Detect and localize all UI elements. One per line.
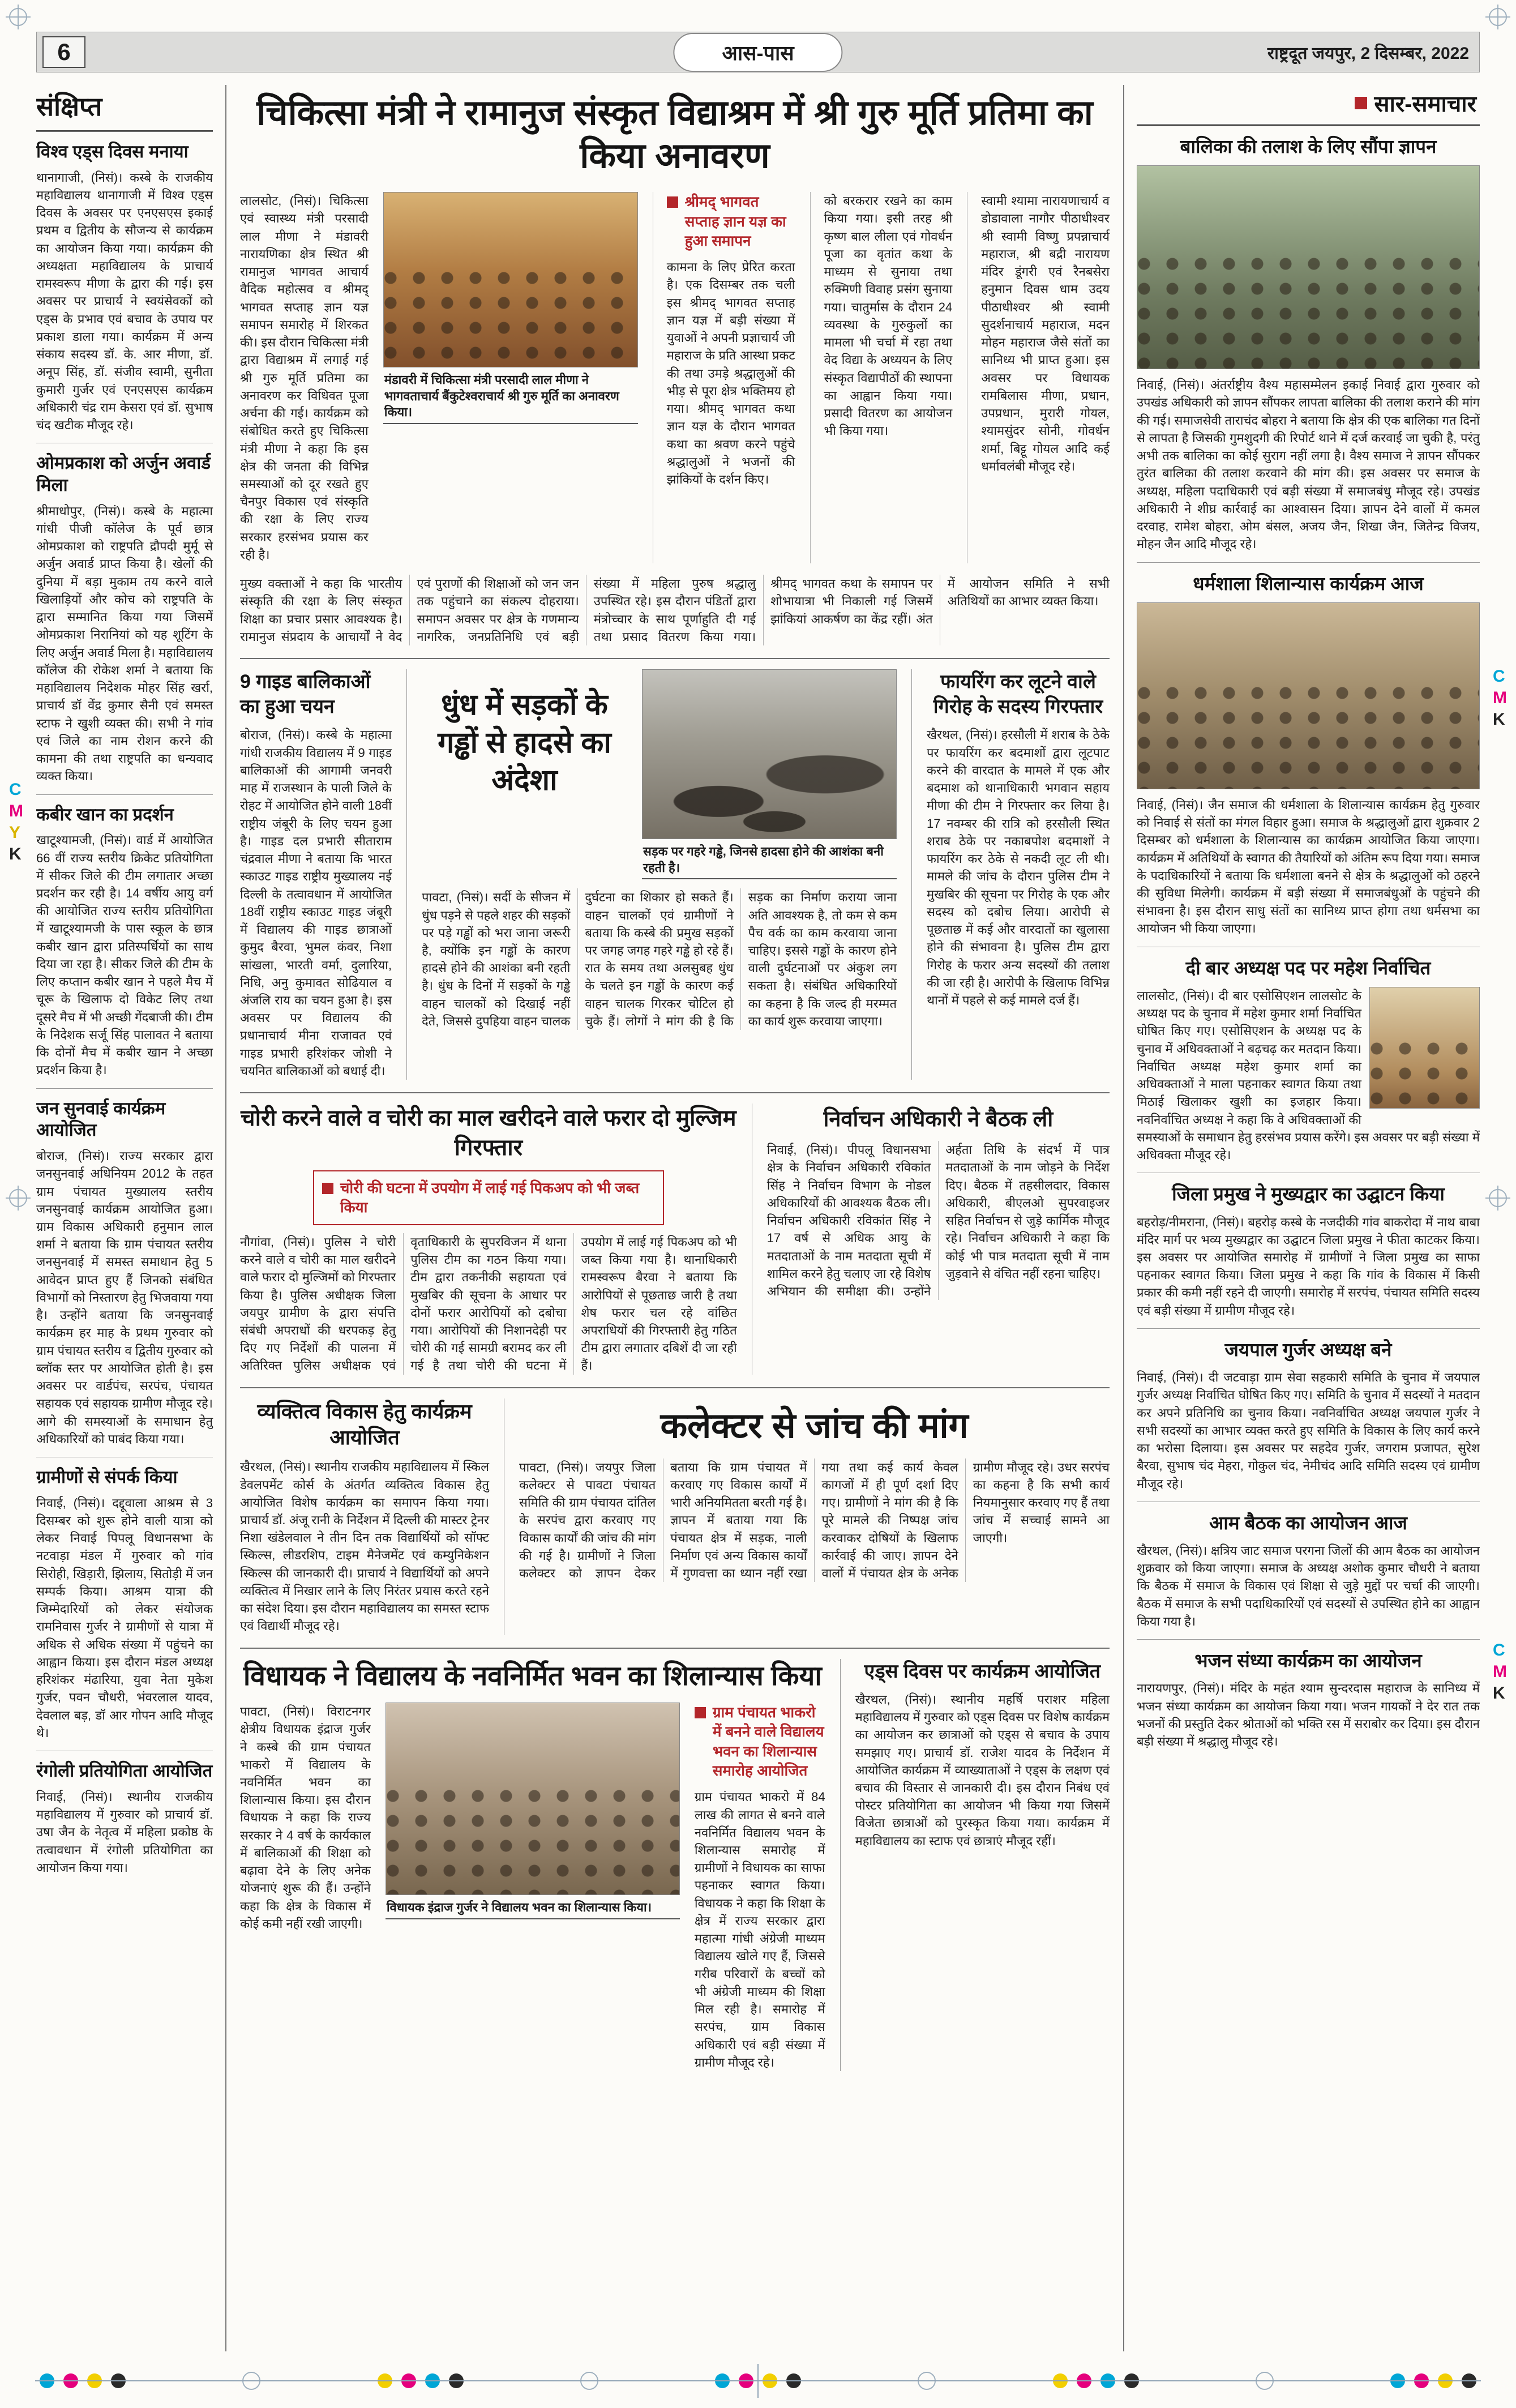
pothole-road-photo	[642, 669, 897, 839]
article-body: नौगांवा, (निसं)। पुलिस ने चोरी करने वाले व चोरी का माल खरीदने वाले फरार दो मुल्जिमों को गिरफ्तार किया है। पुलिस अधीक्षक जिला जयपुर ग्रामीण के द्वारा संपत्ति संबंधी अपराधों की धरपकड़ हेतु दिए गए निर्देशों की पालना में अतिरिक्त पुलिस अधीक्षक एवं वृताधिकारी के सुपरविजन में थाना पुलिस टीम का गठन किया गया। टीम द्वारा तकनीकी सहायता एवं मुखबिर की सूचना के आधार पर दोनों फरार आरोपियों को दबोचा गया। आरोपियों की निशानदेही पर चोरी की गई सामग्री बरामद कर ली गई है तथा चोरी की घटना में उपयोग में लाई गई पिकअप को भी जब्त किया गया है। थानाधिकारी रामस्वरूप बैरवा ने बताया कि आरोपियों से पूछताछ जारी है तथा शेष फरार चल रहे वांछित अपराधियों की गिरफ्तारी हेतु गठित टीम द्वारा लगातार दबिशें दी जा रही हैं।	[240, 1234, 737, 1373]
brief-headline: विश्व एड्स दिवस मनाया	[36, 142, 189, 161]
page-content	[36, 85, 1480, 2351]
summary-body: निवाई, (निसं)। जैन समाज की धर्मशाला के शिलान्यास कार्यक्रम हेतु गुरुवार को निवाई से संतों का मंगल विहार हुआ। समाज के श्रद्धालुओं द्वारा शुक्रवार 2 दिसम्बर को धर्मशाला के शिलान्यास का कार्यक्रम आयोजित किया जाएगा। कार्यक्रम में अतिथियों के स्वागत की तैयारियों को अंतिम रूप दिया गया। समाज के पदाधिकारियों ने बताया कि धर्मशाला बनने से क्षेत्र के श्रद्धालुओं को ठहरने की सुविधा मिलेगी। कार्यक्रम में बड़ी संख्या में समाजबंधुओं के पहुंचने की संभावना है। इस दौरान साधु संतों का सानिध्य प्राप्त होगा तथा धर्मसभा का आयोजन भी किया जाएगा।	[1137, 797, 1480, 936]
summary-item	[1137, 562, 1480, 947]
articles-row-5	[240, 1648, 1110, 2071]
red-square-bullet-icon	[667, 196, 678, 208]
article-body: खैरथल, (निसं)। स्थानीय राजकीय महाविद्यालय में स्किल डेवलपमेंट कोर्स के अंतर्गत व्यक्तित्व विकास हेतु आयोजित विशेष कार्यक्रम का समापन किया गया। प्राचार्य डॉ. अंजू रानी के निर्देशन में दिल्ली की मास्टर ट्रेनर निशा खंडेलवाल ने तीन दिन तक विद्यार्थियों को सॉफ्ट स्किल्स, लीडरशिप, टाइम मैनेजमेंट एवं कम्युनिकेशन स्किल्स की जानकारी दी। प्राचार्य ने विद्यार्थियों को अपने व्यक्तित्व में निखार लाने के लिए निरंतर प्रयास करते रहने का संदेश दिया। इस दौरान महाविद्यालय का समस्त स्टाफ एवं विद्यार्थी मौजूद रहे।	[240, 1460, 489, 1633]
brief-body: बोराज, (निसं)। राज्य सरकार द्वारा जनसुनवाई अधिनियम 2012 के तहत ग्राम पंचायत मुख्यालय स्तरीय जनसुनवाई कार्यक्रम आयोजित हुआ। ग्राम विकास अधिकारी हनुमान लाल शर्मा ने बताया कि ग्राम पंचायत स्तरीय जनसुनवाई में समस्त समाधान हेतु 5 आवेदन प्राप्त हुए हैं जिनको संबंधित विभागों को निस्तारण हेतु भिजवाया गया है। उन्होंने बताया कि जनसुनवाई कार्यक्रम हर माह के प्रथम गुरुवार को ग्राम पंचायत स्तरीय व द्वितीय गुरुवार को ब्लॉक स्तर पर आयोजित होती है। इस अवसर पर वार्डपंच, सरपंच, पंचायत सहायक एवं सहायक ग्रामीण मौजूद रहे। आगे की समस्याओं के समाधान हेतु अधिकारियों को पाबंद किया गया।	[36, 1149, 213, 1446]
memorandum-photo-figure	[1137, 165, 1480, 369]
summary-body: नारायणपुर, (निसं)। मंदिर के महंत श्याम सुन्दरदास महाराज के सानिध्य में भजन संध्या कार्यक्रम का आयोजन किया गया। भजन गायकों ने देर रात तक भजनों की प्रस्तुति देकर श्रोताओं को भक्ति रस में सराबोर कर दिया। इस दौरान बड़ी संख्या में श्रद्धालु मौजूद रहे।	[1137, 1681, 1480, 1749]
article-guide-girls	[240, 669, 392, 1080]
cmyk-letter-k: K	[1493, 710, 1505, 729]
article-body: खैरथल, (निसं)। स्थानीय महर्षि पराशर महिला महाविद्यालय में गुरुवार को एड्स दिवस पर विशेष कार्यक्रम का आयोजन कर छात्राओं को एड्स से बचाव के उपाय समझाए गए। प्राचार्य डॉ. राजेश यादव के निर्देशन में आयोजित कार्यक्रम में व्याख्याताओं ने एड्स के लक्षण एवं बचाव की विस्तार से जानकारी दी। इस दौरान निबंध एवं पोस्टर प्रतियोगिता का आयोजन भी किया गया जिसमें विजेता छात्राओं को पुरस्कृत किया गया। कार्यक्रम में महाविद्यालय का स्टाफ एवं छात्राएं मौजूद रहीं।	[855, 1692, 1110, 1848]
cmyk-letter-c: C	[1493, 667, 1505, 686]
lead-photo-figure	[383, 192, 638, 563]
road-photo-caption: सड़क पर गहरे गड्ढे, जिनसे हादसा होने की आशंका बनी रहती है।	[642, 839, 897, 879]
gathering-photo	[1137, 602, 1480, 789]
article-firing-gang	[911, 669, 1110, 1080]
section-title: आस-पास	[673, 33, 842, 72]
edition-date: राष्ट्रदूत जयपुर, 2 दिसम्बर, 2022	[1267, 44, 1469, 63]
article-body: खैरथल, (निसं)। हरसौली में शराब के ठेके पर फायरिंग कर बदमाशों द्वारा लूटपाट करने की वारदात के मामले में एक और बदमाश को थानाधिकारी भगवान सहाय मीणा की टीम ने गिरफ्तार कर लिया है। 17 नवम्बर की रात्रि को हरसौली स्थित शराब ठेके पर नकाबपोश बदमाशों ने फायरिंग कर ठेके से नकदी लूट ली थी। मामले की जांच के दौरान पुलिस टीम ने मुखबिर की सूचना पर गिरोह के एक और सदस्य को दबोच लिया। आरोपी से पूछताछ में कई और वारदातों का खुलासा होने की संभावना है। पुलिस टीम द्वारा गिरोह के फरार अन्य सदस्यों की तलाश की जा रही है। आरोपी के खिलाफ विभिन्न थानों में पहले से कई मामले दर्ज हैं।	[927, 728, 1110, 1007]
lead-body-col2: श्रीमद् भागवत सप्ताह ज्ञान यज्ञ का हुआ समापन कामना के लिए प्रेरित करता है। एक दिसम्बर तक चली इस श्रीमद् भागवत सप्ताह ज्ञान यज्ञ में बड़ी संख्या में युवाओं ने अपनी प्रज्ञाचार्य जी महाराज के प्रति आस्था प्रकट की तथा उमड़े श्रद्धालुओं की भीड़ से पूरा क्षेत्र भक्तिमय हो गया। श्रीमद् भागवत कथा ज्ञान यज्ञ के दौरान भागवत कथा का श्रवण करने पहुंचे श्रद्धालुओं ने भजनों की झांकियों के दर्शन किए।	[653, 192, 795, 563]
summary-item	[1137, 126, 1480, 562]
article-headline: एड्स दिवस पर कार्यक्रम आयोजित	[864, 1660, 1101, 1682]
brief-headline: ग्रामीणों से संपर्क किया	[36, 1467, 178, 1487]
elected-president-portrait-photo	[1369, 987, 1480, 1109]
briefs-title: संक्षिप्त	[36, 85, 213, 132]
summary-title: सार-समाचार	[1137, 85, 1480, 126]
brief-item	[36, 1088, 213, 1457]
article-personality-development	[240, 1398, 489, 1635]
page-number: 6	[42, 36, 85, 68]
summary-headline: जयपाल गुर्जर अध्यक्ष बने	[1224, 1338, 1392, 1360]
brief-body: निवाई, (निसं)। स्थानीय राजकीय महाविद्यालय में गुरुवार को प्राचार्य डॉ. उषा जैन के नेतृत्व में महिला प्रकोष्ठ के तत्वावधान में रंगोली प्रतियोगिता का आयोजन किया गया।	[36, 1789, 213, 1875]
red-square-bullet-icon	[322, 1183, 333, 1194]
article-aids-day	[840, 1659, 1110, 2071]
brief-body: श्रीमाधोपुर, (निसं)। कस्बे के महात्मा गांधी पीजी कॉलेज के पूर्व छात्र ओमप्रकाश को राष्ट्रपति द्रौपदी मुर्मू से अर्जुन अवार्ड प्राप्त किया है। खेलों की दुनिया में बड़ा मुकाम तय करने वाले खिलाड़ियों और कोच को राष्ट्रपति के द्वारा सम्मानित किया गया जिसमें ओमप्रकाश निरानियां को यह शूटिंग के लिए अर्जुन अवार्ड मिला है। महाविद्यालय कॉलेज की रोकेश शर्मा ने बताया कि महाविद्यालय निदेशक मोहर सिंह खर्रा, प्राचार्य डॉ वेंद्र कुमार सैनी एवं समस्त स्टाफ ने खुशी व्यक्त की। सभी ने गांव एवं जिले का नाम रोशन करने की कामना की तथा राष्ट्रपति का धन्यवाद व्यक्त किया।	[36, 503, 213, 784]
red-square-bullet-icon	[1355, 97, 1367, 109]
brief-item	[36, 132, 213, 443]
lead-body-col3: को बरकरार रखने का काम किया गया। इसी तरह श्री कृष्ण बाल लीला एवं गोवर्धन पूजा का वृतांत कथा के माध्यम से सुनाया तथा रुक्मिणी विवाह प्रसंग सुनाया गया। चातुर्मास के दौरान 24 व्यवस्था के गुरुकुलों का मामला भी चर्चा में रहा तथा वेद विद्या के अध्ययन के लिए संस्कृत विद्यापीठों की स्थापना का आह्वान किया गया। प्रसादी वितरण का आयोजन भी किया गया।	[810, 192, 953, 563]
summary-item	[1137, 1639, 1480, 1759]
cmyk-letter-m: M	[1493, 688, 1507, 707]
summary-column	[1123, 85, 1480, 2351]
summary-item	[1137, 1173, 1480, 1328]
cmyk-letters-right	[1493, 668, 1507, 728]
lead-body-col1: लालसोट, (निसं)। चिकित्सा एवं स्वास्थ्य मंत्री परसादी लाल मीणा ने मंडावरी नारायणिका क्षेत्र स्थित श्री रामानुज भागवत आचार्य वैदिक महोत्सव व श्रीमद् भागवत सप्ताह ज्ञान यज्ञ समापन समारोह में शिरकत की। इस दौरान चिकित्सा मंत्री द्वारा विद्याश्रम में लगाई गई श्री गुरु मूर्ति प्रतिमा का अनावरण कर विधिवत पूजा अर्चना की गई। कार्यक्रम को संबोधित करते हुए चिकित्सा मंत्री मीणा ने कहा कि इस क्षेत्र की जनता की विभिन्न समस्याओं को दूर रखते हुए चैनपुर विकास एवं संस्कृति की रक्षा के लिए राज्य सरकार हरसंभव प्रयास कर रही है।	[240, 194, 369, 562]
unveiling-ceremony-photo	[383, 192, 638, 367]
brief-item	[36, 443, 213, 794]
registration-cross	[9, 1189, 27, 1207]
summary-headline: दी बार अध्यक्ष पद पर महेश निर्वाचित	[1185, 957, 1431, 978]
article-body: पावटा, (निसं)। विराटनगर क्षेत्रीय विधायक इंद्राज गुर्जर ने कस्बे की ग्राम पंचायत भाकरो में विद्यालय के नवनिर्मित भवन का शिलान्यास किया। इस दौरान विधायक ने कहा कि राज्य सरकार ने 4 वर्ष के कार्यकाल में बालिकाओं की शिक्षा को बढ़ावा देने के लिए अनेक योजनाएं शुरू की हैं। उन्होंने कहा कि क्षेत्र के विकास में कोई कमी नहीं रखी जाएगी।	[240, 1704, 371, 1931]
registration-cross	[1256, 2372, 1274, 2390]
article-collector-inquiry	[504, 1398, 1110, 1635]
articles-row-4	[240, 1387, 1110, 1635]
lead-article	[240, 92, 1110, 645]
article-headline: चोरी करने वाले व चोरी का माल खरीदने वाले फरार दो मुल्जिम गिरफ्तार	[241, 1106, 736, 1161]
articles-row-2	[240, 658, 1110, 1080]
cmyk-letters-right-lower	[1493, 1642, 1507, 1702]
article-headline: कलेक्टर से जांच की मांग	[660, 1406, 969, 1445]
cmyk-letter-m: M	[1493, 1662, 1507, 1681]
foundation-stone-photo	[386, 1703, 680, 1895]
lead-headline: चिकित्सा मंत्री ने रामानुज संस्कृत विद्याश्रम में श्री गुरु मूर्ति प्रतिमा का किया अनावरण	[256, 93, 1093, 176]
articles-row-3	[240, 1092, 1110, 1375]
summary-item	[1137, 1502, 1480, 1639]
brief-item	[36, 1751, 213, 1885]
article-body: पावटा, (निसं)। सर्दी के सीजन में धुंध पड़ने से पहले शहर की सड़कों पर पड़े गड्ढों को भरा जाना जरूरी है, क्योंकि इन गड्ढों के कारण हादसे होने की आशंका बनी रहती है। धुंध के दिनों में सड़कों के गड्ढे वाहन चालकों को दिखाई नहीं देते, जिससे दुपहिया वाहन चालक दुर्घटना का शिकार हो सकते हैं। वाहन चालकों एवं ग्रामीणों ने बताया कि कस्बे की प्रमुख सड़कों पर जगह जगह गहरे गड्ढे हो रहे हैं। रात के समय तथा अलसुबह धुंध के चलते इन गड्ढों के कारण कई वाहन चालक गिरकर चोटिल हो चुके हैं। लोगों ने मांग की है कि सड़क का निर्माण कराया जाना अति आवश्यक है, तो कम से कम पैच वर्क का काम करवाया जाना चाहिए। इससे गड्ढों के कारण होने वाली दुर्घटनाओं पर अंकुश लग सकता है। संबंधित अधिकारियों का कहना है कि जल्द ही मरम्मत का कार्य शुरू करवाया जाएगा।	[422, 890, 897, 1028]
foundation-photo-figure	[386, 1703, 680, 2071]
lead-body-bottom: मुख्य वक्ताओं ने कहा कि भारतीय संस्कृति की रक्षा के लिए संस्कृत शिक्षा का प्रचार प्रसार आवश्यक है। रामानुज संप्रदाय के आचार्यों ने वेद एवं पुराणों की शिक्षाओं को जन जन तक पहुंचाने का संकल्प दोहराया। समापन अवसर पर क्षेत्र के गणमान्य नागरिक, जनप्रतिनिधि एवं बड़ी संख्या में महिला पुरुष श्रद्धालु उपस्थित रहे। इस दौरान पंडितों द्वारा मंत्रोच्चार के साथ पूर्णाहुति दी गई तथा प्रसाद वितरण किया गया। श्रीमद् भागवत कथा के समापन पर शोभायात्रा भी निकाली गई जिसमें झांकियां आकर्षण का केंद्र रहीं। अंत में आयोजन समिति ने सभी अतिथियों का आभार व्यक्त किया।	[240, 576, 1110, 644]
summary-body: निवाई, (निसं)। अंतर्राष्ट्रीय वैश्य महासम्मेलन इकाई निवाई द्वारा गुरुवार को उपखंड अधिकारी को ज्ञापन सौंपकर लापता बालिका की तलाश कराने की मांग की गई। समाजसेवी ताराचंद बोहरा ने बताया कि क्षेत्र की एक बालिका गत दिनों से लापता है जिसकी गुमशुदगी की रिपोर्ट थाने में दर्ज करवाई जा चुकी है, परंतु अभी तक बालिका का कोई सुराग नहीं लगा है। वैश्य समाज ने ज्ञापन सौंपकर तुरंत बालिका की तलाश करवाने की मांग की। इस अवसर पर समाज के अध्यक्ष, महिला पदाधिकारी एवं बड़ी संख्या में समाजबंधु मौजूद रहे। उपखंड अधिकारी ने शीघ्र कार्रवाई का आश्वासन दिया। ज्ञापन देने वालों में कमल दरवाह, रामेश बोहरा, ओम बंसल, अजय जैन, शिखा जैन, जितेन्द्र विजय, मोहन जैन आदि मौजूद रहे।	[1137, 378, 1480, 551]
cmyk-letter-y: Y	[9, 823, 21, 842]
brief-item	[36, 794, 213, 1088]
dharamshala-photo-figure	[1137, 602, 1480, 789]
article-headline: फायरिंग कर लूटने वाले गिरोह के सदस्य गिरफ्तार	[933, 671, 1103, 718]
print-registration-strip	[40, 2368, 1476, 2393]
road-photo-figure	[642, 669, 897, 879]
lead-photo-caption: मंडावरी में चिकित्सा मंत्री परसादी लाल मीणा ने भागवताचार्य बैंकुटेश्वराचार्य श्री गुरु मूर्ति का अनावरण किया।	[383, 367, 638, 424]
summary-body: लालसोट, (निसं)। दी बार एसोसिएशन लालसोट के अध्यक्ष पद के चुनाव में महेश कुमार शर्मा निर्वाचित घोषित किए गए। एसोसिएशन के अध्यक्ष पद के चुनाव में अधिवक्ताओं ने बढ़चढ़ कर मतदान किया। निर्वाचित अध्यक्ष महेश कुमार शर्मा का अधिवक्ताओं ने माला पहनाकर स्वागत किया तथा मिठाई खिलाकर खुशी का इजहार किया। नवनिर्वाचित अध्यक्ष ने कहा कि वे अधिवक्ताओं की समस्याओं के समाधान हेतु हरसंभव प्रयास करेंगे। इस अवसर पर बड़ी संख्या में अधिवक्ता मौजूद रहे।	[1137, 988, 1480, 1162]
brief-headline: ओमप्रकाश को अर्जुन अवार्ड मिला	[36, 453, 211, 495]
summary-headline: बालिका की तलाश के लिए सौंपा ज्ञापन	[1180, 136, 1437, 157]
cmyk-letter-m: M	[9, 802, 23, 820]
summary-body: निवाई, (निसं)। दी जटवाड़ा ग्राम सेवा सहकारी समिति के चुनाव में जयपाल गुर्जर अध्यक्ष निर्वाचित घोषित किए गए। समिति के चुनाव में सदस्यों ने मतदान कर अपने प्रतिनिधि का चुनाव किया। नवनिर्वाचित अध्यक्ष जयपाल गुर्जर ने सभी सदस्यों का आभार व्यक्त करते हुए समिति के विकास के लिए कार्य करने का भरोसा दिलाया। इस अवसर पर सहदेव गुर्जर, जगराम प्रजापत, सुरेश बैरवा, सुभाष चंद मेहरा, गोकुल चंद, नेमीचंद आदि समिति सदस्य एवं ग्रामीण मौजूद रहे।	[1137, 1370, 1480, 1491]
registration-cross	[9, 8, 27, 26]
article-subheadline: चोरी की घटना में उपयोग में लाई गई पिकअप को भी जब्त किया	[313, 1170, 664, 1225]
summary-headline: जिला प्रमुख ने मुख्यद्वार का उद्घाटन किया	[1172, 1183, 1445, 1205]
summary-headline: धर्मशाला शिलान्यास कार्यक्रम आज	[1193, 572, 1424, 594]
cmyk-letter-c: C	[1493, 1641, 1505, 1659]
main-articles-area	[226, 85, 1123, 2351]
foundation-photo-caption: विधायक इंद्राज गुर्जर ने विद्यालय भवन का शिलान्यास किया।	[386, 1895, 680, 1919]
group-memorandum-photo	[1137, 165, 1480, 369]
article-body-2: ग्राम पंचायत भाकरो में बनने वाले विद्यालय भवन का शिलान्यास समारोह आयोजित ग्राम पंचायत भाकरो में 84 लाख की लागत से बनने वाले नवनिर्मित विद्यालय भवन के शिलान्यास समारोह में ग्रामीणों ने विधायक का साफा पहनाकर स्वागत किया। विधायक ने कहा कि शिक्षा के क्षेत्र में राज्य सरकार द्वारा महात्मा गांधी अंग्रेजी माध्यम विद्यालय खोले गए हैं, जिससे गरीब परिवारों के बच्चों को भी अंग्रेजी माध्यम की शिक्षा मिल रही है। समारोह में सरपंच, ग्राम विकास अधिकारी एवं बड़ी संख्या में ग्रामीण मौजूद रहे।	[694, 1704, 825, 2069]
summary-headline: भजन संध्या कार्यक्रम का आयोजन	[1194, 1650, 1422, 1671]
article-mla-foundation	[240, 1659, 825, 2071]
summary-item	[1137, 1328, 1480, 1502]
article-headline: निर्वाचन अधिकारी ने बैठक ली	[823, 1107, 1054, 1132]
registration-cross	[1489, 1189, 1507, 1207]
summary-body: खैरथल, (निसं)। क्षत्रिय जाट समाज परगना जिलों की आम बैठक का आयोजन शुक्रवार को किया जाएगा। समाज के अध्यक्ष अशोक कुमार चौधरी ने बताया कि बैठक में समाज के विकास एवं शिक्षा से जुड़े मुद्दों पर चर्चा की जाएगी। बैठक में समाज के सभी पदाधिकारियों एवं सदस्यों से उपस्थित होने का आह्वान किया गया है।	[1137, 1543, 1480, 1628]
article-headline: 9 गाइड बालिकाओं का हुआ चयन	[240, 671, 371, 718]
article-headline: धुंध में सड़कों के गड्ढों से हादसे का अंदेशा	[438, 688, 611, 797]
lead-body-col4: स्वामी श्यामा नारायणाचार्य व डोडावाला नागौर पीठाधीश्वर श्री स्वामी विष्णु प्रपन्नाचार्य महाराज, श्री बद्री नारायण मंदिर डूंगरी एवं रैनबसेरा हनुमान दिवस धाम उदय पीठाधीश्वर श्री स्वामी सुदर्शनाचार्य महाराज, मदन मोहन महाराज जैसे संतों का सानिध्य भी प्राप्त हुआ। इस अवसर पर विधायक रामबिलास मीणा, प्रधान, उपप्रधान, मुरारी गोयल, श्यामसुंदर सोनी, गोवर्धन शर्मा, बिट्टू गोयल आदि कई धर्मावलंबी मौजूद रहे।	[967, 192, 1110, 563]
summary-headline: आम बैठक का आयोजन आज	[1209, 1512, 1407, 1533]
brief-headline: रंगोली प्रतियोगिता आयोजित	[36, 1761, 213, 1781]
article-theft-arrest	[240, 1104, 737, 1375]
article-subheadline: ग्राम पंचायत भाकरो में बनने वाले विद्यालय भवन का शिलान्यास समारोह आयोजित	[695, 1703, 825, 1780]
brief-headline: जन सुनवाई कार्यक्रम आयोजित	[36, 1098, 166, 1140]
cmyk-letters-left	[9, 781, 23, 863]
brief-item	[36, 1457, 213, 1751]
brief-headline: कबीर खान का प्रदर्शन	[36, 804, 174, 824]
brief-body: निवाई, (निसं)। दद्दूवाला आश्रम से 3 दिसम्बर को शुरू होने वाली यात्रा को लेकर निवाई पिपलू विधानसभा के नटवाड़ा मंडल में गुरुवार को गांव सिरोही, खिड़ारी, झिलाय, सितोड़ी में जन सम्पर्क किया। आश्रम यात्रा की जिम्मेदारियों को लेकर संयोजक रामनिवास गुर्जर ने ग्रामीणों से यात्रा में अधिक से अधिक संख्या में पहुंचने का आह्वान किया। इस दौरान मंडल अध्यक्ष हरिशंकर मंढारिया, युवा नेता मुकेश गुर्जर, पवन चौधरी, भंवरलाल यादव, देवलाल बड़, डॉ आर गोपन आदि मौजूद थे।	[36, 1495, 213, 1740]
article-headline: व्यक्तित्व विकास हेतु कार्यक्रम आयोजित	[257, 1399, 472, 1449]
masthead-bar	[36, 32, 1480, 72]
lead-subheadline: श्रीमद् भागवत सप्ताह ज्ञान यज्ञ का हुआ समापन	[667, 192, 795, 250]
article-body: बोराज, (निसं)। कस्बे के महात्मा गांधी राजकीय विद्यालय में 9 गाइड बालिकाओं की आगामी जनवरी माह में राजस्थान के पाली जिले के रोहट में आयोजित होने वाली 18वीं राष्ट्रीय जंबूरी के लिए चयन हुआ है। गाइड दल प्रभारी सीताराम चंद्रवाल मीणा ने बताया कि भारत स्काउट गाइड राष्ट्रीय मुख्यालय नई दिल्ली के तत्वावधान में आयोजित 18वीं राष्ट्रीय स्काउट गाइड जंबूरी में विद्यालय की गाइड छात्राओं कुमुद बैरवा, भुमल कंवर, निशा सांखला, भारती वर्मा, दुलारिया, निधि, अनु कुमावत सोढियाल व अंजलि राय का चयन हुआ है। इस अवसर पर विद्यालय की प्रधानाचार्य मीना राजावत एवं गाइड प्रभारी हरिशंकर जोशी ने चयनित बालिकाओं को बधाई दी।	[240, 728, 392, 1078]
brief-body: थानागाजी, (निसं)। कस्बे के राजकीय महाविद्यालय थानागाजी में विश्व एड्स दिवस के अवसर पर एनएसएस इकाई प्रथम व द्वितीय के सौजन्य से कार्यक्रम का आयोजन किया गया। कार्यक्रम की अध्यक्षता महाविद्यालय के प्राचार्य रामस्वरूप मीणा के द्वारा की गई। इस अवसर पर प्राचार्य ने स्वयंसेवकों को एड्स के प्रभाव एवं बचाव के उपाय पर प्रकाश डाला गया। कार्यक्रम में अन्य संकाय सदस्य डॉ. के. आर मीणा, डॉ. अनूप सिंह, डॉ. संजीव स्वामी, सुनीता कुमारी गुर्जर एवं एनएसएस कार्यक्रम अधिकारी चंद्र राम केसरा एवं डॉ. सुभाष चंद खटीक मौजूद रहे।	[36, 170, 213, 433]
article-fog-potholes	[406, 669, 897, 1080]
article-body: निवाई, (निसं)। पीपलू विधानसभा क्षेत्र के निर्वाचन अधिकारी रविकांत सिंह ने निर्वाचन विभाग के नोडल अधिकारियों की आवश्यक बैठक ली। निर्वाचन अधिकारी रविकांत सिंह ने 17 वर्ष से अधिक आयु के मतदाताओं के नाम मतदाता सूची में शामिल करने हेतु चलाए जा रहे विशेष अभियान की समीक्षा की। उन्होंने अर्हता तिथि के संदर्भ में पात्र मतदाताओं के नाम जोड़ने के निर्देश दिए। बैठक में तहसीलदार, विकास अधिकारी, बीएलओ सुपरवाइजर सहित निर्वाचन से जुड़े कार्मिक मौजूद रहे। निर्वाचन अधिकारी ने कहा कि कोई भी पात्र मतदाता सूची में नाम जुड़वाने से वंचित नहीं रहना चाहिए।	[766, 1143, 1110, 1299]
briefs-column	[36, 85, 226, 2351]
registration-cross	[1489, 8, 1507, 26]
cmyk-letter-c: C	[9, 780, 22, 799]
red-square-bullet-icon	[695, 1707, 706, 1718]
summary-body: बहरोड़/नीमराना, (निसं)। बहरोड़ कस्बे के नजदीकी गांव बाकरोदा में नाथ बाबा मंदिर मार्ग पर भव्य मुख्यद्वार का उद्घाटन जिला प्रमुख ने फीता काटकर किया। इस अवसर पर आयोजित समारोह में ग्रामीणों ने जिला प्रमुख का साफा पहनाकर स्वागत किया। जिला प्रमुख ने कहा कि गांव के विकास में किसी प्रकार की कमी नहीं रहने दी जाएगी। समारोह में सरपंच, पंचायत समिति सदस्य एवं बड़ी संख्या में ग्रामीण मौजूद रहे।	[1137, 1214, 1480, 1318]
article-body: पावटा, (निसं)। जयपुर जिला कलेक्टर से पावटा पंचायत समिति की ग्राम पंचायत दांतिल के सरपंच द्वारा करवाए गए विकास कार्यों की जांच की मांग की गई है। ग्रामीणों ने जिला कलेक्टर को ज्ञापन देकर बताया कि ग्राम पंचायत में करवाए गए विकास कार्यों में भारी अनियमितता बरती गई है। ज्ञापन में बताया गया कि पंचायत क्षेत्र में सड़क, नाली निर्माण एवं अन्य विकास कार्यों में गुणवत्ता का ध्यान नहीं रखा गया तथा कई कार्य केवल कागजों में ही पूर्ण दर्शा दिए गए। ग्रामीणों ने मांग की है कि पूरे मामले की निष्पक्ष जांच करवाकर दोषियों के खिलाफ कार्रवाई की जाए। ज्ञापन देने वालों में पंचायत क्षेत्र के अनेक ग्रामीण मौजूद रहे। उधर सरपंच का कहना है कि सभी कार्य नियमानुसार करवाए गए हैं तथा जांच में सच्चाई सामने आ जाएगी।	[519, 1460, 1110, 1581]
article-election-meeting	[752, 1104, 1110, 1375]
cmyk-letter-k: K	[9, 845, 22, 863]
summary-item	[1137, 947, 1480, 1173]
article-headline: विधायक ने विद्यालय के नवनिर्मित भवन का शिलान्यास किया	[243, 1661, 822, 1691]
cmyk-letter-k: K	[1493, 1684, 1505, 1703]
brief-body: खाटूश्यामजी, (निसं)। वार्ड में आयोजित 66 वीं राज्य स्तरीय क्रिकेट प्रतियोगिता में सीकर जिले की टीम लगातार अच्छा प्रदर्शन कर रही है। 14 वर्षीय आयु वर्ग की आयोजित राज्य स्तरीय प्रतियोगिता में खाटूश्यामजी के पास स्कूल के छात्र कबीर खान द्वारा प्रतिस्पर्धियों का साथ दिया जा रहा है। सीकर जिले की टीम के लिए कप्तान कबीर खान ने पहले मैच में चूरू के खिलाफ दो विकेट लिए तथा दूसरे मैच में भी अच्छी गेंदबाजी की। टीम के निदेशक सर्जू सिंह पालावत ने बताया कि दोनों मैच में कबीर खान ने अच्छा प्रदर्शन किया है।	[36, 833, 213, 1077]
